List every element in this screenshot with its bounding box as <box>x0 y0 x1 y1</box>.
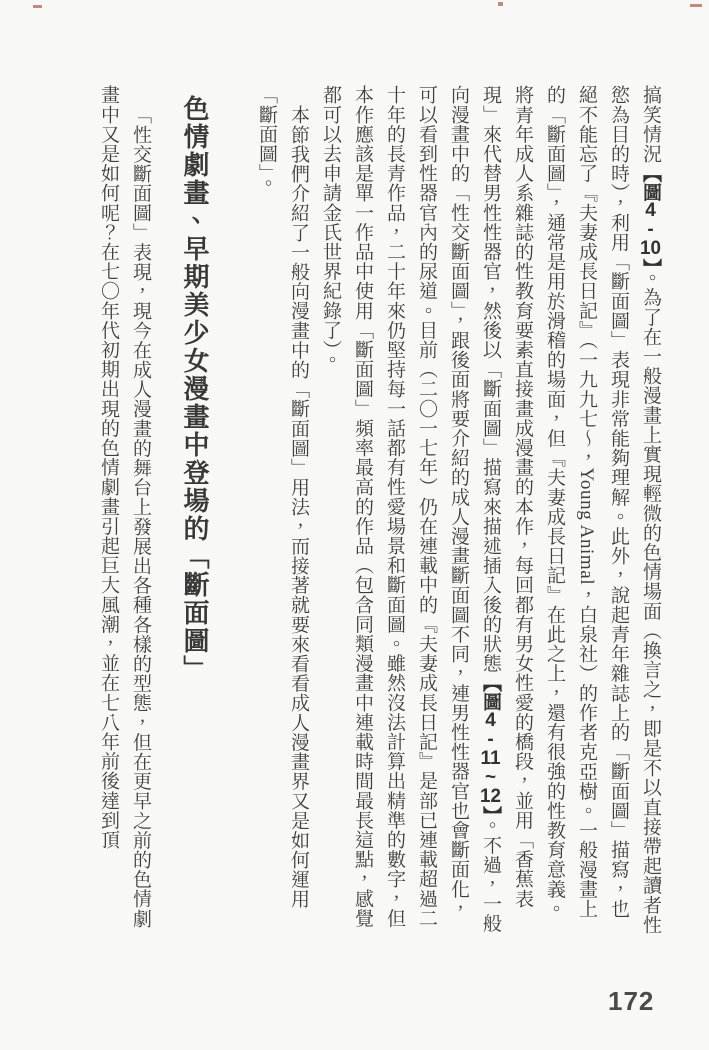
paragraph-intro: 「性交斷面圖」表現，現今在成人漫畫的舞台上發展出各種各樣的型態，但在更早之前的色情劇畫中又是如何呢？在七〇年代初期出現的色情劇畫引起巨大風潮，並在七八年前後達到頂 <box>98 85 151 929</box>
scan-artifact <box>498 2 503 6</box>
figure-reference: 【圖4-10】 <box>640 163 661 268</box>
scan-artifact <box>33 5 42 8</box>
figure-reference: 【圖4-11~12】 <box>480 673 501 816</box>
text-run: 。為了在一般漫畫上實現輕微的色情場面（換言之，即是不以直接帶起讀者性慾為目的時），利用「斷面圖」表現非常能夠理解。此外，說起青年雜誌上的「斷面圖」描寫，也絕不能忘了『夫妻成長日記』（一九九七～， <box>576 85 661 935</box>
text-run: 搞笑情況 <box>640 85 661 164</box>
text-run: Young Animal <box>576 467 597 586</box>
scan-artifact <box>690 4 702 7</box>
text-run: ，白泉社）的作者克亞樹。一般漫畫上的「斷面圖」，通常是用於滑稽的場面，但『夫妻成長日記』在此之上，還有很強的性教育意義。將青年成人系雜誌的性教育要素直接畫成漫畫的本作，每回都有男女性愛的橋段，並用「香蕉表現」來代替男性性器官，然後以「斷面圖」描寫來描述插入後的狀態 <box>480 85 597 919</box>
text-run: 。不過，一般向漫畫中的「性交斷面圖」，跟後面將要介紹的成人漫畫斷面圖不同，連男性性器官也會斷面化，可以看到性器官內的尿道。目前（二〇一七年）仍在連載中的『夫妻成長日記』是部已連載超過二十年的長青作品，二十年來仍堅持每一話都有性愛場景和斷面圖。雖然沒法計算出精準的數字，但本作應該是單一作品中使用「斷面圖」頻率最高的作品（包含同類漫畫中連載時間最長這點，感覺都可以去申請金氏世界紀錄了）。 <box>320 85 501 934</box>
section-heading: 色情劇畫、早期美少女漫畫中登場的「斷面圖」 <box>180 95 210 683</box>
paragraph-outro: 本節我們介紹了一般向漫畫中的「斷面圖」用法，而接著就要來看看成人漫畫界又是如何運用「斷面圖」。 <box>256 85 309 909</box>
paragraph-continued <box>314 85 666 937</box>
text-block <box>92 85 666 937</box>
page-number: 172 <box>608 986 655 1016</box>
